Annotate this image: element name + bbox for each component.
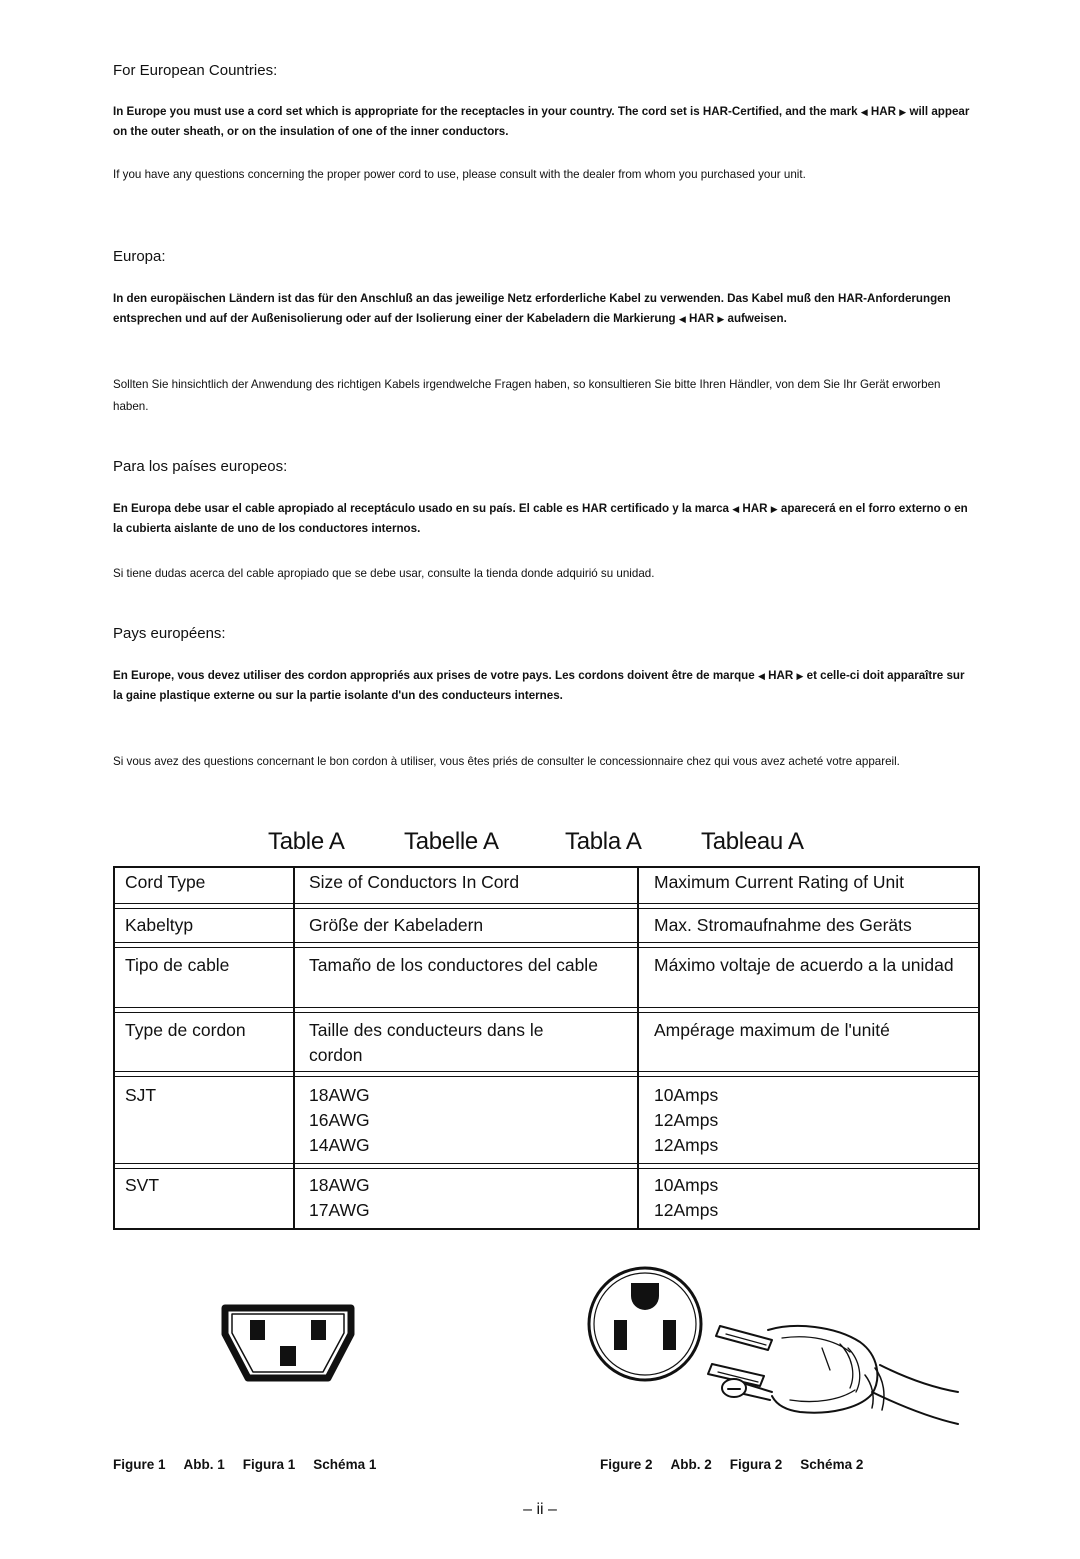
- figure1-caption: Figure 1 Abb. 1 Figura 1 Schéma 1: [113, 1457, 377, 1472]
- row-separator: [113, 903, 979, 904]
- section-heading: Europa:: [113, 248, 166, 265]
- bold-paragraph: En Europa debe usar el cable apropiado al receptáculo usado en su país. El cable es HAR certificado y la marca ◀ HAR ▶ aparecerá en el forro externo o en la cubierta aislante de uno de los conductores internos.: [113, 502, 968, 535]
- cell-cord-type: SVT: [125, 1175, 160, 1195]
- row-separator: [113, 908, 979, 909]
- row-separator: [113, 947, 979, 948]
- cell-cord-type: Type de cordon: [125, 1020, 246, 1040]
- triangle-right-icon: ▶: [770, 504, 778, 514]
- har-mark: ◀ HAR ▶: [860, 105, 907, 118]
- row-separator: [113, 1163, 979, 1164]
- table-title-fr: Tableau A: [701, 828, 804, 855]
- cell-size: 18AWG: [309, 1085, 370, 1105]
- iec-inlet-icon: [218, 1302, 358, 1386]
- table-border: [113, 866, 115, 1230]
- row-separator: [113, 1007, 979, 1008]
- cell-rating: Máximo voltaje de acuerdo a la unidad: [654, 955, 954, 975]
- triangle-left-icon: ◀: [678, 314, 686, 324]
- bold-paragraph: In Europe you must use a cord set which is appropriate for the receptacles in your country. The cord set is HAR-Certified, and the mark ◀ HAR ▶ will appear on the outer sheath, or on the insulation of one of the inner conductors.: [113, 105, 970, 138]
- triangle-right-icon: ▶: [899, 107, 907, 117]
- cell-cord-type: SJT: [125, 1085, 157, 1105]
- cell-rating: Maximum Current Rating of Unit: [654, 872, 904, 892]
- cell-cord-type: Tipo de cable: [125, 955, 230, 975]
- table-column-divider: [637, 866, 639, 1230]
- cell-rating: Ampérage maximum de l'unité: [654, 1020, 890, 1040]
- cell-size: 18AWG: [309, 1175, 370, 1195]
- table-border: [978, 866, 980, 1230]
- triangle-right-icon: ▶: [717, 314, 725, 324]
- cell-rating: 12Amps: [654, 1110, 719, 1130]
- plain-paragraph: Si tiene dudas acerca del cable apropiado que se debe usar, consulte la tienda donde adquirió su unidad.: [113, 567, 655, 580]
- row-separator: [113, 1168, 979, 1169]
- section-heading: Pays européens:: [113, 625, 226, 642]
- cell-rating: Max. Stromaufnahme des Geräts: [654, 915, 912, 935]
- cell-size: Size of Conductors In Cord: [309, 872, 520, 892]
- triangle-left-icon: ◀: [732, 504, 740, 514]
- row-separator: [113, 1012, 979, 1013]
- section-heading: Para los países europeos:: [113, 458, 288, 475]
- cell-rating: 12Amps: [654, 1200, 719, 1220]
- triangle-right-icon: ▶: [796, 671, 804, 681]
- table-title-es: Tabla A: [565, 828, 642, 855]
- cell-rating: 10Amps: [654, 1085, 719, 1105]
- har-mark: ◀ HAR ▶: [732, 502, 778, 515]
- page-number: – ii –: [523, 1501, 557, 1518]
- table-title-en: Table A: [268, 828, 345, 855]
- har-mark: ◀ HAR ▶: [757, 669, 804, 682]
- table-title-de: Tabelle A: [404, 828, 499, 855]
- har-mark: ◀ HAR ▶: [678, 312, 725, 325]
- cell-rating: 12Amps: [654, 1135, 719, 1155]
- section-heading: For European Countries:: [113, 62, 278, 79]
- row-separator: [113, 942, 979, 943]
- table-border: [113, 866, 979, 868]
- plain-paragraph: If you have any questions concerning the proper power cord to use, please consult with the dealer from whom you purchased your unit.: [113, 168, 806, 181]
- table-column-divider: [293, 866, 295, 1230]
- cell-cord-type: Kabeltyp: [125, 915, 194, 935]
- plain-paragraph: Sollten Sie hinsichtlich der Anwendung des richtigen Kabels irgendwelche Fragen haben, so konsultieren Sie bitte Ihren Händler, von dem Sie Ihr Gerät erworben haben.: [113, 378, 941, 413]
- nema-outlet-icon: [585, 1262, 705, 1386]
- row-separator: [113, 1071, 979, 1072]
- cell-size: 14AWG: [309, 1135, 370, 1155]
- plug-cord-icon: [700, 1300, 965, 1440]
- cell-rating: 10Amps: [654, 1175, 719, 1195]
- row-separator: [113, 1076, 979, 1077]
- table-border: [113, 1228, 979, 1230]
- bold-paragraph: In den europäischen Ländern ist das für den Anschluß an das jeweilige Netz erforderliche Kabel zu verwenden. Das Kabel muß den HAR-Anforderungen entsprechen und auf der Außenisolierung oder auf der Isolierung einer der Kabeladern die Markierung ◀ HAR ▶ aufweisen.: [113, 292, 951, 325]
- plain-paragraph: Si vous avez des questions concernant le bon cordon à utiliser, vous êtes priés de consulter le concessionnaire chez qui vous avez acheté votre appareil.: [113, 755, 900, 768]
- triangle-left-icon: ◀: [860, 107, 868, 117]
- cell-size: Größe der Kabeladern: [309, 915, 484, 935]
- cell-size: 16AWG: [309, 1110, 370, 1130]
- cell-size: Taille des conducteurs dans le cordon: [309, 1020, 544, 1065]
- cell-cord-type: Cord Type: [125, 872, 206, 892]
- cell-size: Tamaño de los conductores del cable: [309, 955, 598, 975]
- triangle-left-icon: ◀: [757, 671, 765, 681]
- bold-paragraph: En Europe, vous devez utiliser des cordon appropriés aux prises de votre pays. Les cordons doivent être de marque ◀ HAR ▶ et celle-ci doit apparaître sur la gaine plastique externe ou sur la partie isolante d'un des conducteurs internes.: [113, 669, 965, 702]
- figure2-caption: Figure 2 Abb. 2 Figura 2 Schéma 2: [600, 1457, 864, 1472]
- cell-size: 17AWG: [309, 1200, 370, 1220]
